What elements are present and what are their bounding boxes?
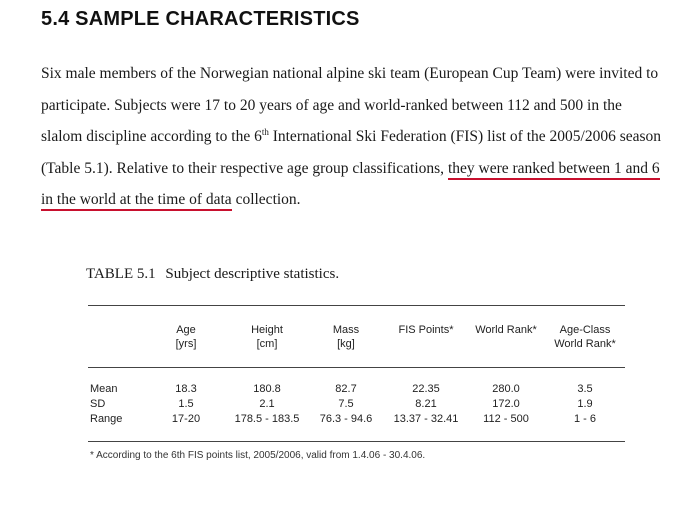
column-header-name: Age-Class [559,324,611,336]
column-header-name: Mass [332,324,360,336]
table-cell: 82.7 [335,383,357,395]
table-cell: 76.3 - 94.6 [319,413,373,425]
paragraph-text-3: collection. [231,191,301,208]
statistics-table [88,0,625,513]
column-header-name: FIS Points* [398,324,454,336]
table-cell: 172.0 [492,398,520,410]
column-header-age-class-world-rank [548,323,622,351]
table-cell: 280.0 [492,383,520,395]
section-number: 5.4 [41,8,70,30]
table-cell: 178.5 - 183.5 [234,413,300,425]
column-header-mass [314,323,378,351]
row-label: SD [90,398,106,410]
table-cell: 18.3 [175,383,197,395]
table-row-mean [88,383,625,398]
table-row-range [88,413,625,428]
table-cell: 13.37 - 32.41 [393,413,459,425]
paragraph-text-2: International Ski Federation (FIS) list of the 2005/2006 season (Table 5.1). Relative to their respective age group classifications, [41,128,662,177]
column-header-unit: [yrs] [175,338,197,350]
table-cell: 7.5 [338,398,354,410]
table-cell: 1 - 6 [573,413,596,425]
column-header-fis-points [385,323,467,337]
paragraph-text-1: Six male members of the Norwegian national alpine ski team (European Cup Team) were invited to participate. Subjects were 17 to 20 years of age and world-ranked between 112 and 500 in the slalom discipline according to the 6 [41,65,659,145]
column-header-unit: [cm] [256,338,278,350]
column-header-world-rank [468,323,544,337]
table-cell: 2.1 [259,398,275,410]
table-cell: 112 - 500 [483,413,529,425]
column-header-age [158,323,214,351]
row-label: Mean [90,383,118,395]
table-cell: 1.5 [178,398,194,410]
table-cell: 1.9 [577,398,593,410]
column-header-name: Height [251,324,283,336]
table-cell: 8.21 [415,398,437,410]
highlighted-text: they were ranked between 1 and 6 in the world at the time of data [41,160,660,212]
column-header-unit: [kg] [337,338,355,350]
table-caption-number: TABLE 5.1 [86,266,156,282]
table-cell: 17-20 [171,413,201,425]
table-cell: 3.5 [577,383,593,395]
column-header-name: World Rank* [475,324,537,336]
column-header-name: Age [176,324,196,336]
table-row-sd [88,398,625,413]
column-header-height [228,323,306,351]
table-footnote: * According to the 6th FIS points list, 2005/2006, valid from 1.4.06 - 30.4.06. [90,450,426,461]
table-cell: 180.8 [253,383,281,395]
section-title: SAMPLE CHARACTERISTICS [75,8,360,30]
column-header-unit: World Rank* [554,338,616,350]
row-label: Range [90,413,123,425]
ordinal-superscript: th [261,127,269,137]
table-cell: 22.35 [412,383,440,395]
table-caption-text: Subject descriptive statistics. [165,266,340,282]
